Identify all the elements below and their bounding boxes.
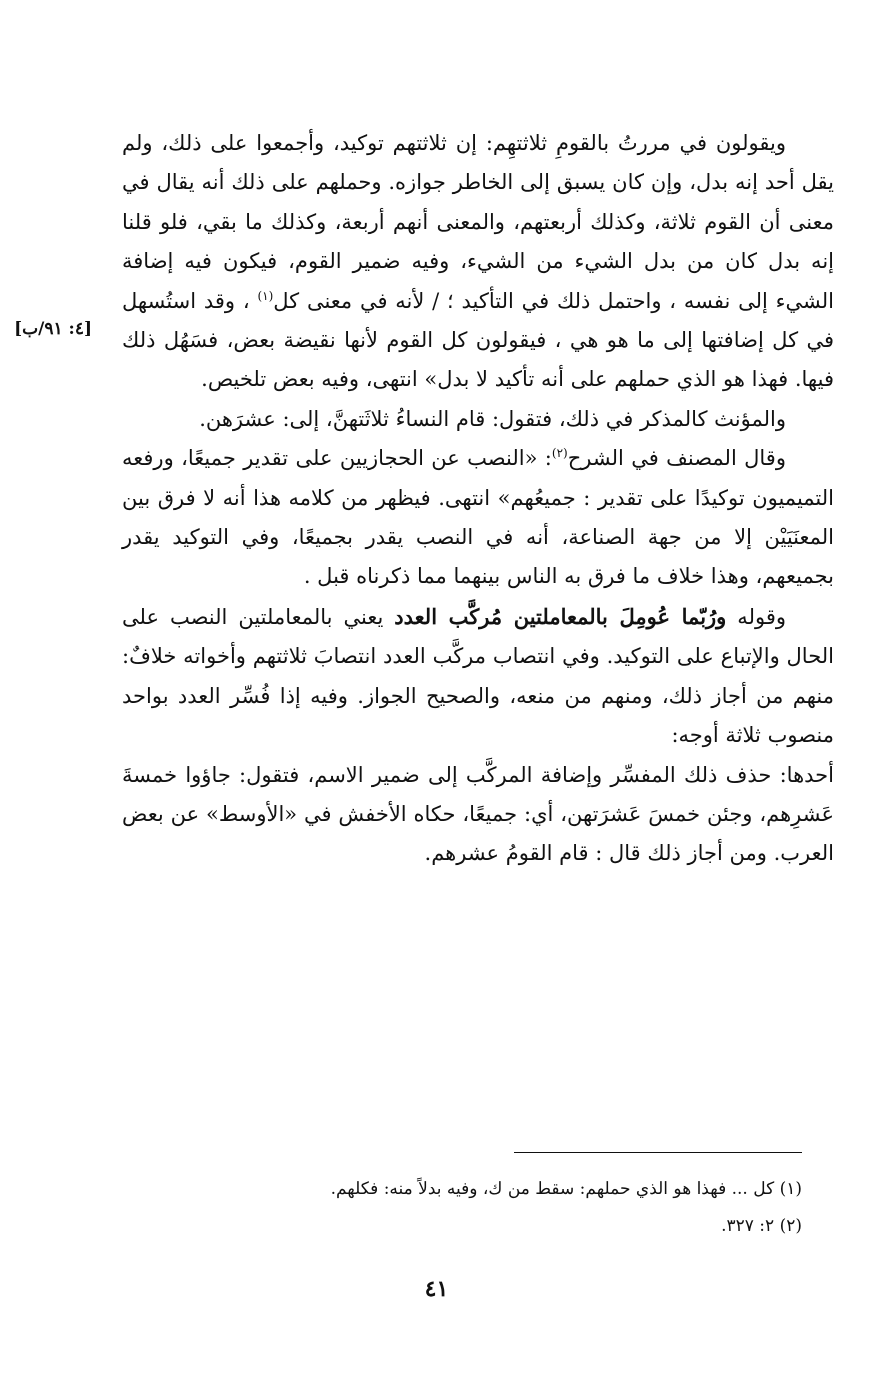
paragraph-3-tail: : «النصب عن الحجازيين على تقدير جميعًا، ورفعه التميميون توكيدًا على تقدير : جميعُهم» انتهى. فيظهر من كلامه هذا أنه لا فرق بين المعنَيَيْن إلا من جهة الصناعة، أنه في النصب يقدر بجميعًا، وفي التوكيد يقدر بجميعهم، وهذا خلاف ما فرق به الناس بينهما مما ذكرناه قبل .: [122, 446, 834, 589]
footnote-2: (٢) ٢: ٣٢٧.: [721, 1216, 802, 1236]
main-text-block: [122, 124, 834, 874]
paragraph-2: والمؤنث كالمذكر في ذلك، فتقول: قام النساءُ ثلاثَتهنَّ، إلى: عشرَهن.: [199, 406, 786, 431]
paragraph-5: أحدها: حذف ذلك المفسِّر وإضافة المركَّب إلى ضمير الاسم، فتقول: جاؤوا خمسةَ عَشرِهم، وجئن خمسَ عَشرَتهن، أي: جميعًا، حكاه الأخفش في «الأوسط» عن بعض العرب. ومن أجاز ذلك قال : قام القومُ عشرهم.: [122, 762, 834, 866]
paragraph-4-tail: يعني بالمعاملتين النصب على الحال والإتباع على التوكيد. وفي انتصاب مركَّب العدد انتصابَ ثلاثتهم وأخواته خلافٌ: منهم من أجاز ذلك، ومنهم من منعه، والصحيح الجواز. وفيه إذا فُسِّر العدد بواحد منصوب ثلاثة أوجه:: [122, 604, 834, 748]
footnote-marker-2[interactable]: (٢): [551, 446, 568, 461]
paragraph-3-head: وقال المصنف في الشرح: [567, 446, 786, 471]
paragraph-4-head: وقوله: [726, 604, 786, 629]
footnote-marker-1[interactable]: (١): [257, 288, 274, 303]
manuscript-folio-reference: [٤: ٩١/ب]: [14, 319, 92, 339]
footnotes-section: [240, 1171, 802, 1245]
paragraph-1-text: ويقولون في مررتُ بالقومِ ثلاثتهِم: إن ثلاثتهم توكيد، وأجمعوا على ذلك، ولم يقل أحد إنه بدل، وإن كان يسبق إلى الخاطر جوازه. وحملهم على ذلك أنه يقال في معنى أن القوم ثلاثة، وكذلك أربعتهم، والمعنى أنهم أربعة، وكذلك ما بقي، فلو قلنا إنه بدل كان من بدل الشيء من الشيء، وفيه ضمير القوم، فيكون فيه إضافة الشيء إلى نفسه ، واحتمل ذلك في التأكيد ؛ / لأنه في معنى كل: [122, 131, 834, 313]
paragraph-3: [122, 439, 834, 597]
paragraph-1-tail: ، وقد استُسهل في كل إضافتها إلى ما هو هي ، فيقولون كل القوم لأنها نقيضة بعض، فسَهُل ذلك فيها. فهذا هو الذي حملهم على أنه تأكيد لا بدل» انتهى، وفيه بعض تلخيص.: [122, 288, 834, 392]
quoted-matn-text: ورُبّما عُومِلَ بالمعاملتين مُركَّب العدد: [394, 603, 727, 629]
footnote-separator: [514, 1152, 802, 1153]
paragraph-4: [122, 597, 834, 756]
footnote-1: (١) كل ... فهذا هو الذي حملهم: سقط من ك، وفيه بدلاً منه: فكلهم.: [330, 1179, 802, 1199]
page-number: ٤١: [424, 1276, 449, 1302]
paragraph-1: [122, 124, 834, 400]
